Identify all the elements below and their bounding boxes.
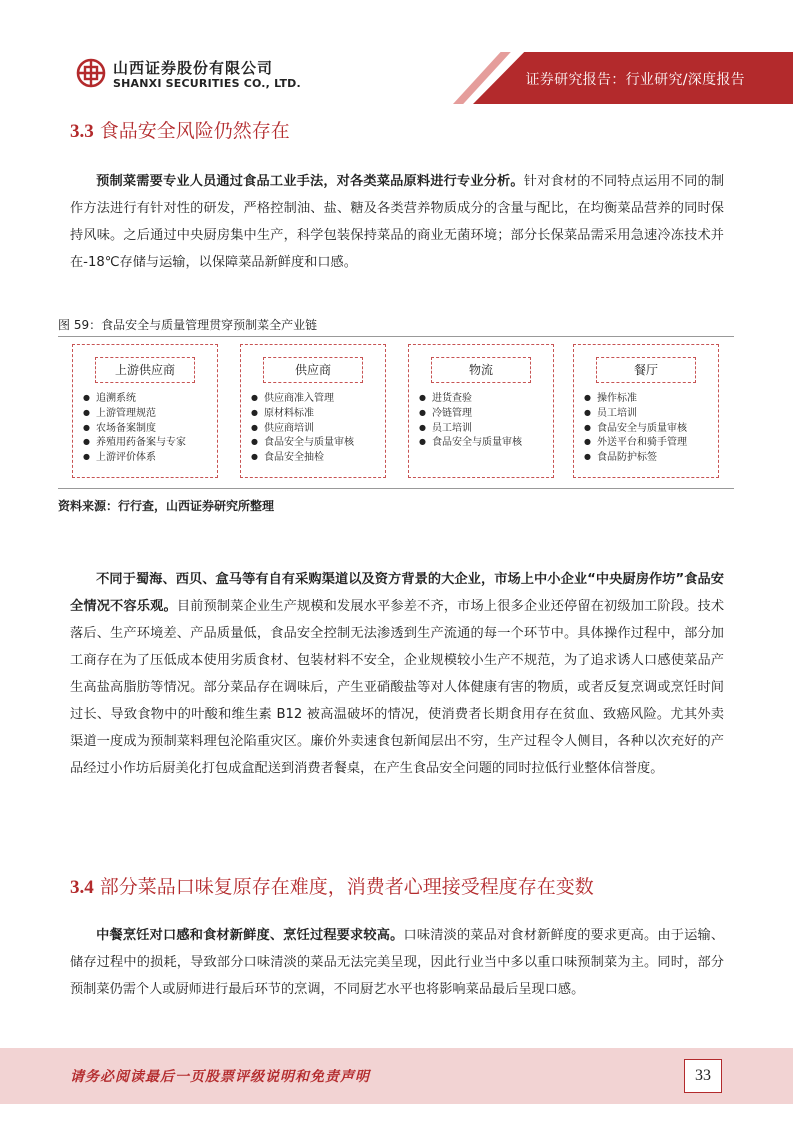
list-item: ● 外送平台和骑手管理 [584,436,687,451]
chain-box-upstream-supplier [72,344,218,478]
list-item: ● 食品安全与质量审核 [584,422,687,437]
list-item: ● 食品防护标签 [584,451,687,466]
section-number: 3.4 [70,877,94,898]
chain-box-title: 餐厅 [596,357,696,383]
list-item: ● 员工培训 [419,422,522,437]
list-item: ● 追溯系统 [83,392,186,407]
company-name-en: SHANXI SECURITIES CO., LTD. [113,77,301,90]
paragraph-food-safety [70,168,724,276]
list-item: ● 供应商培训 [251,422,354,437]
list-item: ● 食品安全与质量审核 [419,436,522,451]
chain-box-list [584,392,687,466]
paragraph-body: 目前预制菜企业生产规模和发展水平参差不齐，市场上很多企业还停留在初级加工阶段。技术落后、生产环境差、产品质量低，食品安全控制无法渗透到生产流通的每一个环节中。具体操作过程中，部分加工商存在为了压低成本使用劣质食材、包装材料不安全，企业规模较小生产不规范，为了追求诱人口感使菜品产生高盐高脂肪等情况。部分菜品存在调味后，产生亚硝酸盐等对人体健康有害的物质，或者反复烹调或烹饪时间过长、导致食物中的叶酸和维生素 B12 被高温破坏的情况，使消费者长期食用存在贫血、致癌风险。尤其外卖渠道一度成为预制菜料理包沦陷重灾区。廉价外卖速食包新闻层出不穷，生产过程令人侧目，各种以次充好的产品经过小作坊后厨美化打包成盒配送到消费者餐桌，在产生食品安全问题的同时拉低行业整体信誉度。 [70,599,725,776]
chain-box-restaurant [573,344,719,478]
chain-box-title: 供应商 [263,357,363,383]
chain-box-logistics [408,344,554,478]
paragraph-body: 针对食材的不同特点运用不同的制作方法进行有针对性的研发，严格控制油、盐、糖及各类营养物质成分的含量与配比，在均衡菜品营养的同时保持风味。之后通过中央厨房集中生产，科学包装保持菜品的商业无菌环境；部分长保菜品需采用急速冷冻技术并在-18℃存储与运输，以保障菜品新鲜度和口感。 [70,174,725,270]
paragraph-lead: 不同于蜀海、西贝、盒马等有自有采购渠道以及资方背景的大企业，市场上中小企业“中央厨房作坊”食品安全情况不容乐观。 [70,572,724,614]
figure-bottom-rule [58,488,734,489]
page-number: 33 [684,1059,722,1093]
list-item: ● 养殖用药备案与专家 [83,436,186,451]
list-item: ● 供应商准入管理 [251,392,354,407]
list-item: ● 上游评价体系 [83,451,186,466]
list-item: ● 农场备案制度 [83,422,186,437]
figure-top-rule [58,336,734,337]
company-logo-icon [76,58,106,88]
section-heading-3-3 [70,116,290,143]
section-title: 部分菜品口味复原存在难度，消费者心理接受程度存在变数 [99,876,594,898]
chain-box-list [419,392,522,451]
list-item: ● 冷链管理 [419,407,522,422]
figure-title: 图 59：食品安全与质量管理贯穿预制菜全产业链 [58,318,318,332]
chain-box-list [251,392,354,466]
list-item: ● 食品安全与质量审核 [251,436,354,451]
paragraph-body: 口味清淡的菜品对食材新鲜度的要求更高。由于运输、储存过程中的损耗，导致部分口味清淡的菜品无法完美呈现，因此行业当中多以重口味预制菜为主。同时，部分预制菜仍需个人或厨师进行最后环节的烹调，不同厨艺水平也将影响菜品最后呈现口感。 [70,928,725,997]
paragraph-taste-restoration [70,922,724,1003]
paragraph-sme-kitchens [70,566,724,782]
chain-box-title: 上游供应商 [95,357,195,383]
section-title: 食品安全风险仍然存在 [99,120,290,142]
section-heading-3-4 [70,872,594,899]
list-item: ● 操作标准 [584,392,687,407]
report-type: 证券研究报告：行业研究/深度报告 [525,72,745,88]
list-item: ● 食品安全抽检 [251,451,354,466]
section-number: 3.3 [70,121,94,142]
chain-box-list [83,392,186,466]
footer-disclaimer: 请务必阅读最后一页股票评级说明和免责声明 [70,1069,370,1085]
figure-source: 资料来源：行行查，山西证券研究所整理 [58,499,275,513]
list-item: ● 上游管理规范 [83,407,186,422]
paragraph-lead: 中餐烹饪对口感和食材新鲜度、烹饪过程要求较高。 [96,928,404,943]
chain-box-supplier [240,344,386,478]
list-item: ● 员工培训 [584,407,687,422]
paragraph-lead: 预制菜需要专业人员通过食品工业手法，对各类菜品原料进行专业分析。 [96,174,524,189]
list-item: ● 进货查验 [419,392,522,407]
company-name-cn: 山西证券股份有限公司 [113,59,274,77]
chain-box-title: 物流 [431,357,531,383]
list-item: ● 原材料标准 [251,407,354,422]
